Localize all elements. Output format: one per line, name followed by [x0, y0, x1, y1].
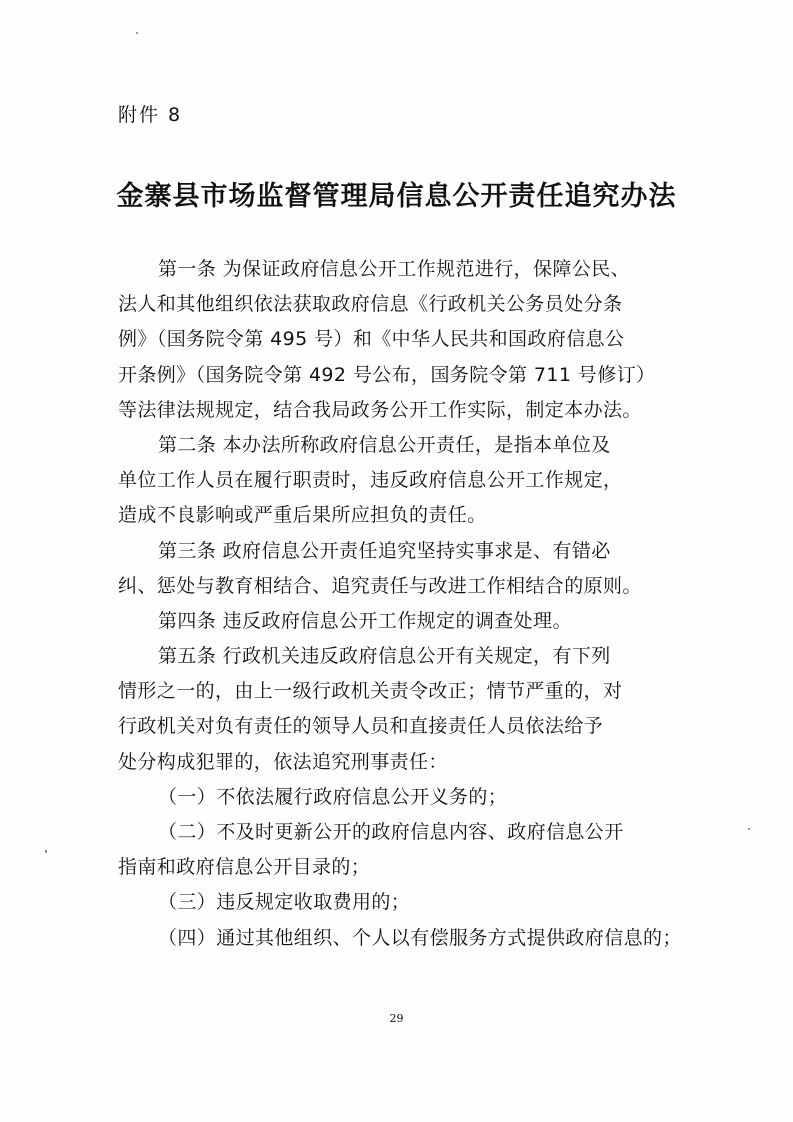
text-line: 情形之一的，由上一级行政机关责令改正；情节严重的，对 — [118, 680, 623, 703]
text-line: 法人和其他组织依法获取政府信息《行政机关公务员处分条 — [118, 293, 623, 316]
text-line: 第二条 本办法所称政府信息公开责任，是指本单位及 — [158, 433, 611, 456]
text-line: 等法律法规规定，结合我局政务公开工作实际，制定本办法。 — [118, 398, 642, 421]
text-line: 第三条 政府信息公开责任追究坚持实事求是、有错必 — [158, 539, 611, 562]
text-line: 开条例》（国务院令第 492 号公布，国务院令第 711 号修订） — [118, 363, 656, 386]
text-line: 单位工作人员在履行职责时，违反政府信息公开工作规定， — [118, 469, 623, 492]
page-number: 29 — [389, 1012, 404, 1025]
text-line: 第四条 违反政府信息公开工作规定的调查处理。 — [158, 609, 572, 632]
text-line: 造成不良影响或严重后果所应担负的责任。 — [118, 504, 487, 527]
document-title: 金寨县市场监督管理局信息公开责任追究办法 — [116, 181, 677, 212]
text-line: 处分构成犯罪的，依法追究刑事责任： — [118, 750, 448, 773]
scan-speck — [45, 850, 47, 853]
document-body — [118, 252, 682, 956]
text-line: （一）不依法履行政府信息公开义务的； — [158, 785, 508, 808]
text-line: 行政机关对负有责任的领导人员和直接责任人员依法给予 — [118, 715, 604, 738]
text-line: 纠、惩处与教育相结合、追究责任与改进工作相结合的原则。 — [118, 574, 642, 597]
text-line: （三）违反规定收取费用的； — [158, 891, 411, 914]
scan-speck — [748, 828, 750, 830]
scan-speck — [136, 32, 138, 34]
text-line: 第五条 行政机关违反政府信息公开有关规定，有下列 — [158, 645, 611, 668]
text-line: （二）不及时更新公开的政府信息内容、政府信息公开 — [158, 821, 624, 843]
attachment-label: 附件 8 — [118, 104, 183, 126]
text-line: 例》（国务院令第 495 号）和《中华人民共和国政府信息公 — [118, 328, 625, 351]
text-line: 第一条 为保证政府信息公开工作规范进行，保障公民、 — [158, 258, 631, 280]
text-line: （四）通过其他组织、个人以有偿服务方式提供政府信息的； — [158, 926, 682, 949]
text-line: 指南和政府信息公开目录的； — [118, 856, 371, 879]
